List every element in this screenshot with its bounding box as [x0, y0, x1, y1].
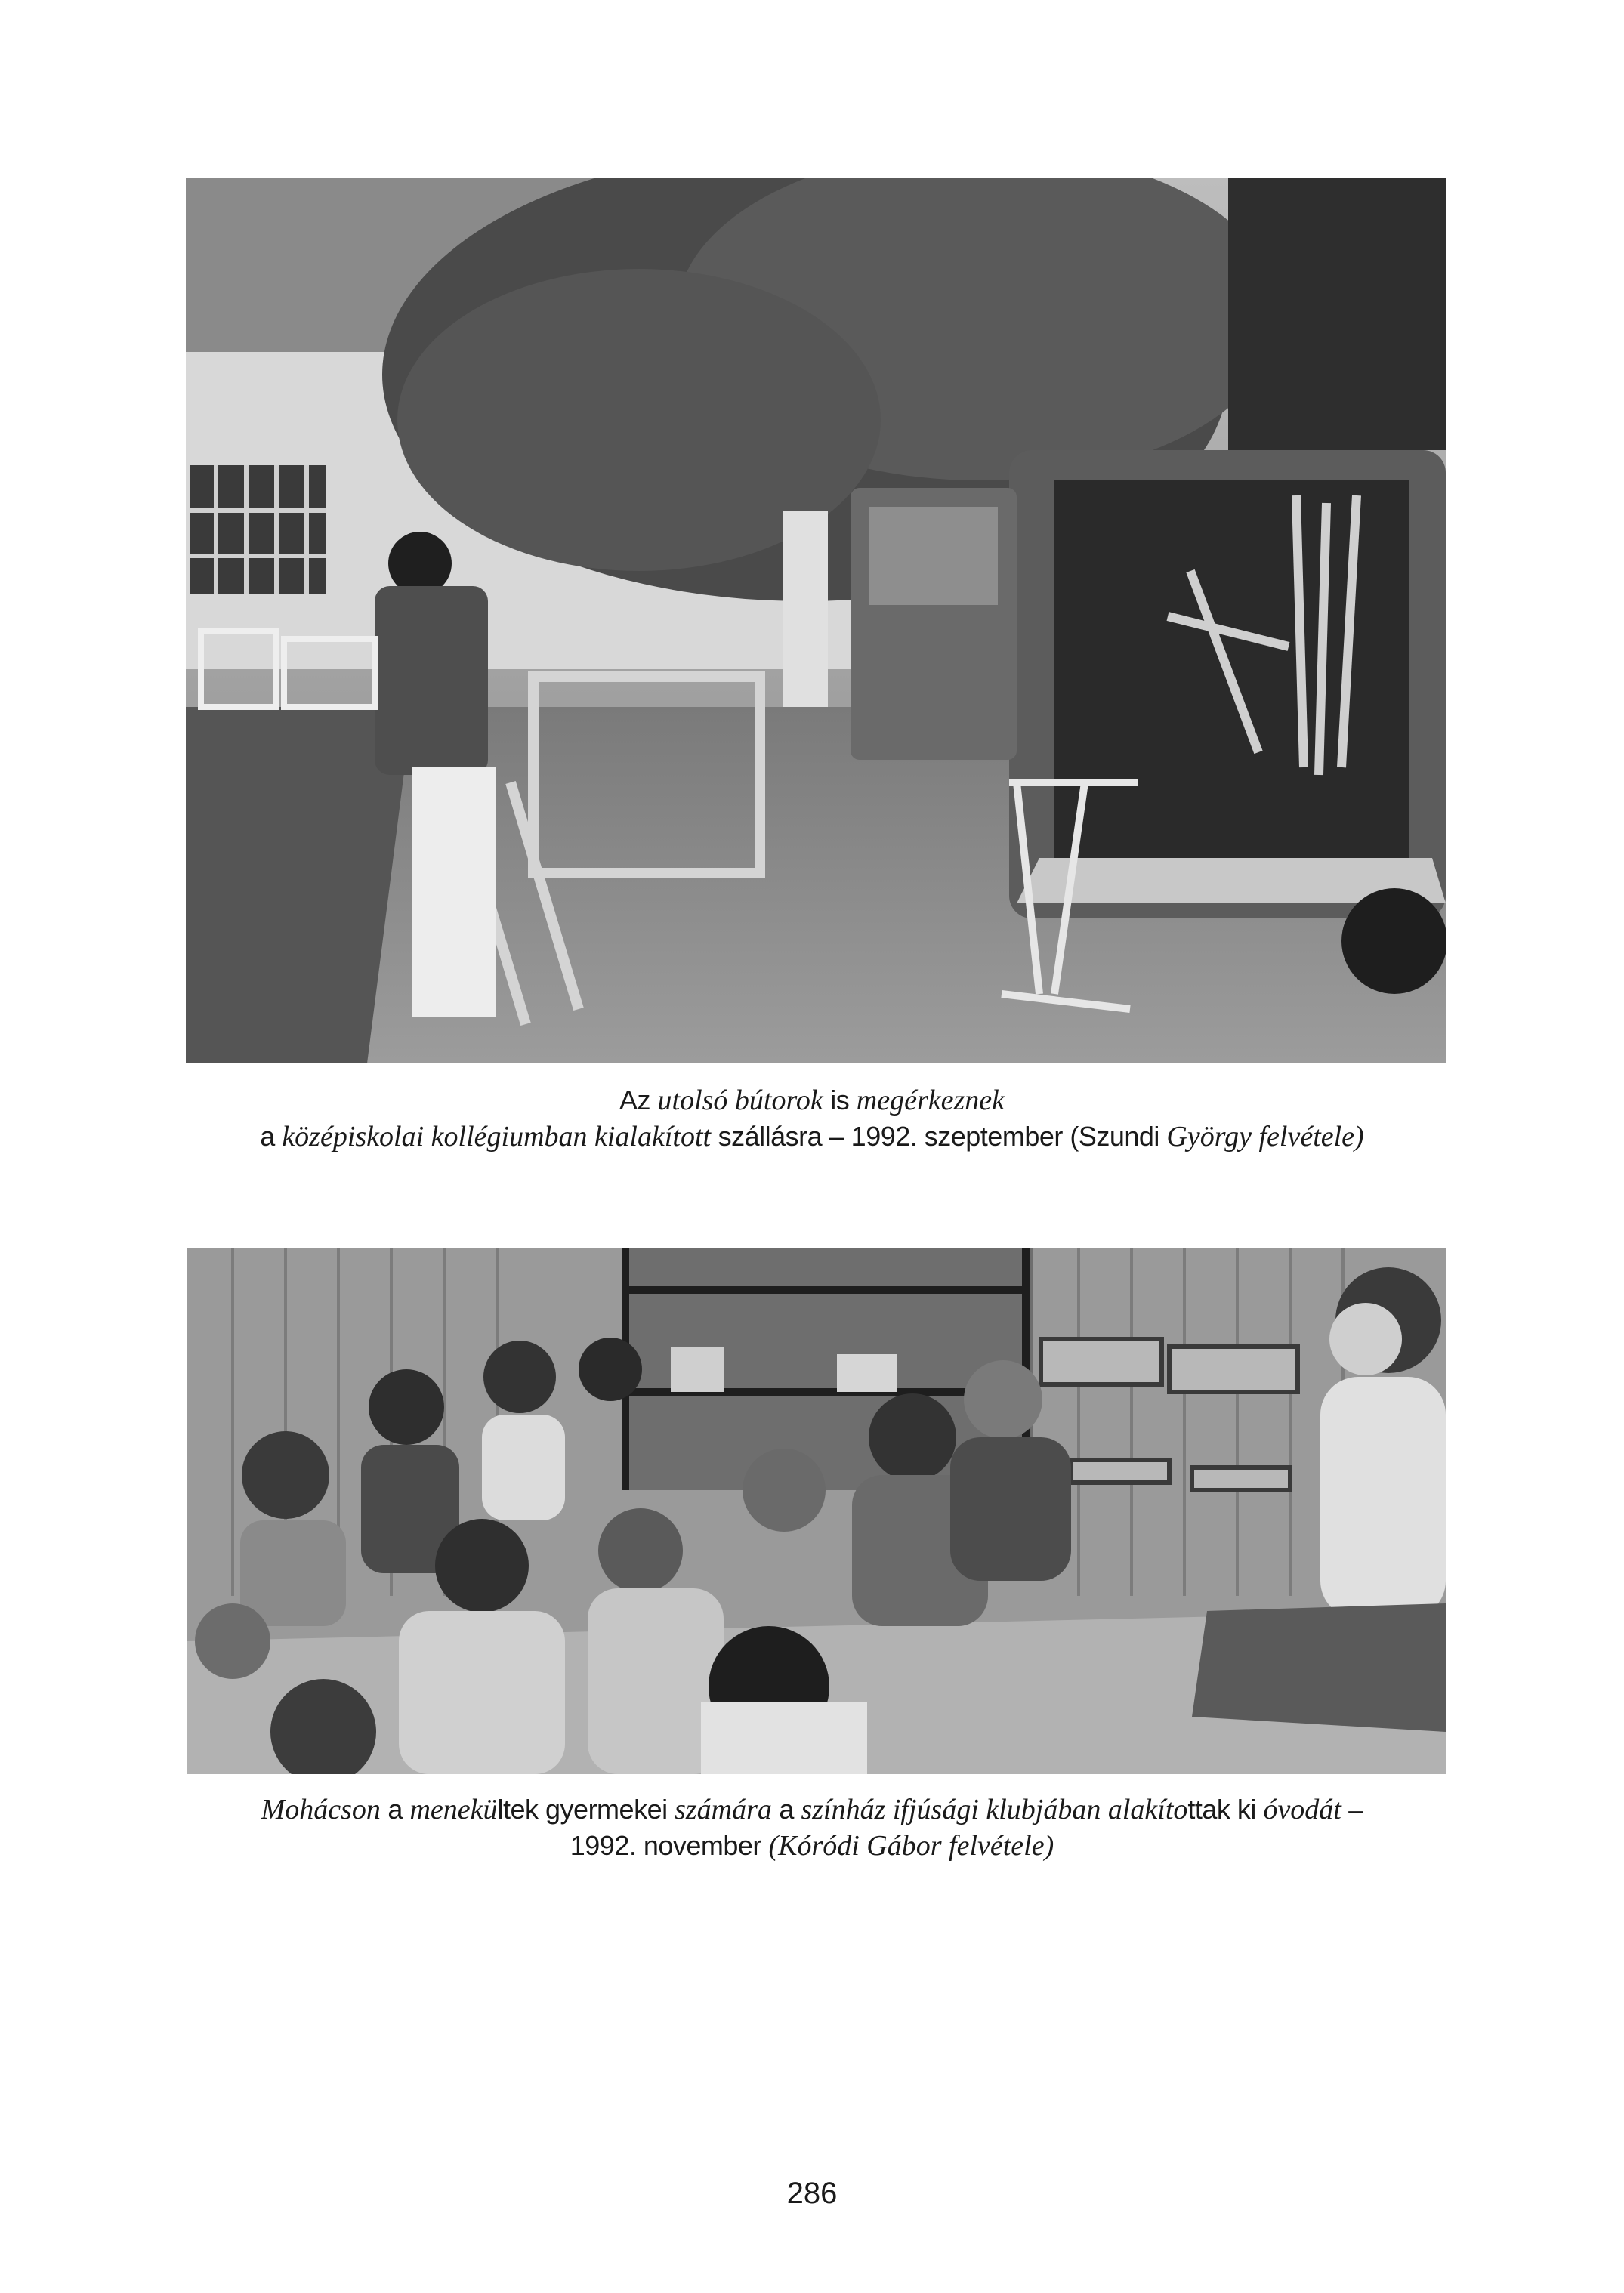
page-number: 286	[786, 2177, 838, 2210]
caption-text: a	[260, 1121, 283, 1152]
photo-furniture-unloading	[186, 178, 1446, 1063]
caption-text: óvodát –	[1263, 1794, 1363, 1825]
caption-1-line-1	[151, 1082, 1473, 1119]
caption-text: (Kóródi Gábor felvétele)	[768, 1830, 1054, 1862]
caption-text: György felvétele)	[1166, 1121, 1364, 1153]
caption-text: színház ifjúsági klubjában alakíto	[801, 1794, 1188, 1825]
caption-text: is	[823, 1085, 857, 1116]
caption-1-line-2	[151, 1119, 1473, 1155]
caption-text: 1992. november	[570, 1830, 769, 1861]
caption-text: a	[380, 1794, 410, 1825]
caption-text: Az	[619, 1085, 658, 1116]
caption-text: ttak ki	[1187, 1794, 1264, 1825]
photo-kindergarten-children	[187, 1248, 1446, 1774]
caption-text: ltek gyermekei	[497, 1794, 675, 1825]
caption-text: szállásra – 1992. szeptember (Szundi	[711, 1121, 1167, 1152]
caption-text: Mohácson	[261, 1794, 381, 1825]
caption-text: középiskolai kollégiumban kialakított	[282, 1121, 712, 1153]
caption-text: megérkeznek	[856, 1085, 1005, 1116]
caption-text: utolsó bútorok	[657, 1085, 823, 1116]
photo-caption-1	[151, 1082, 1473, 1155]
caption-2-line-1	[151, 1792, 1473, 1828]
caption-text: a	[771, 1794, 801, 1825]
caption-text: menekü	[409, 1794, 498, 1825]
caption-text: számára	[675, 1794, 772, 1825]
photo-caption-2	[151, 1792, 1473, 1864]
caption-2-line-2	[151, 1828, 1473, 1864]
